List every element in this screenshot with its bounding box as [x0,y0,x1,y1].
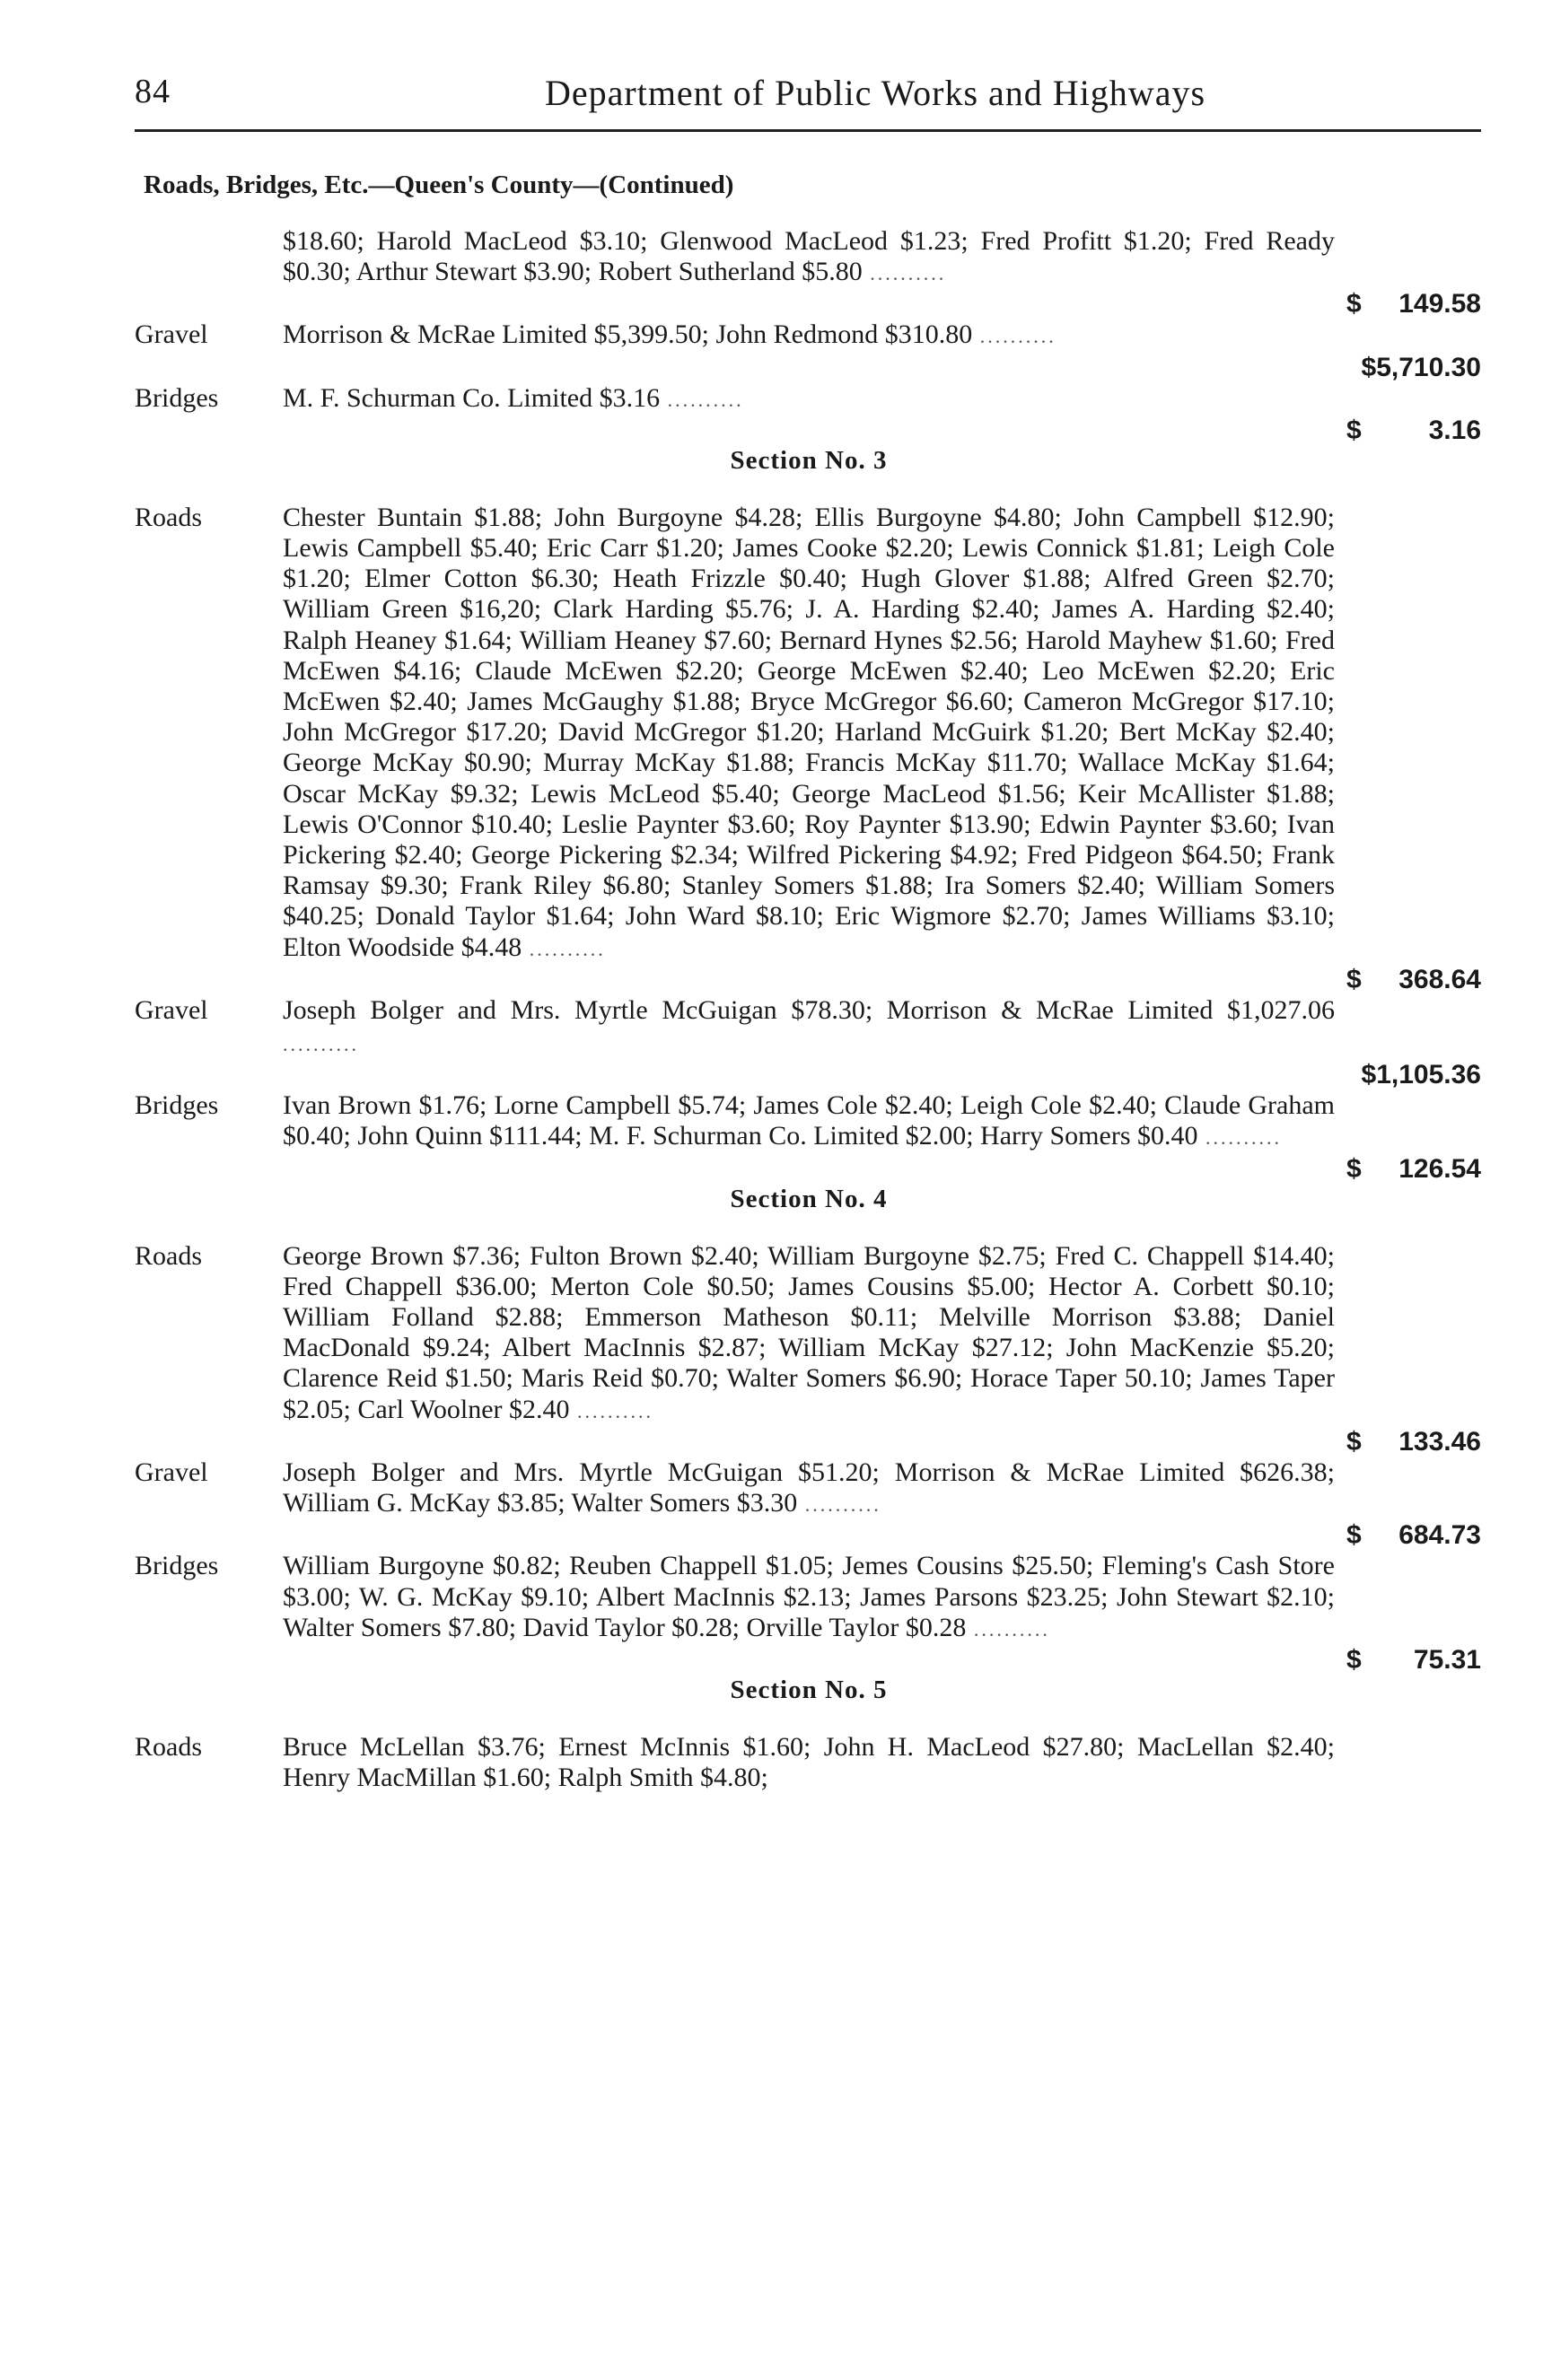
ledger-entry [135,1551,1481,1675]
entry-category: Roads [135,1731,202,1762]
entry-text: Chester Buntain $1.88; John Burgoyne $4.28; Ellis Burgoyne $4.80; John Campbell $12.90; Lewis Campbell $5.40; Eric Carr $1.20; James Cooke $2.20; Lewis Connick $1.81; Leigh Cole $1.20; Elmer Cotton $6.30; Heath Frizzle $0.40; Hugh Glover $1.88; Alfred Green $2.70; William Green $16,20; Clark Harding $5.76; J. A. Harding $2.40; James A. Harding $2.40; Ralph Heaney $1.64; William Heaney $7.60; Bernard Hynes $2.56; Harold Mayhew $1.60; Fred McEwen $4.16; Claude McEwen $2.20; George McEwen $2.40; Leo McEwen $2.20; Eric McEwen $2.40; James McGaughy $1.88; Bryce McGregor $6.60; Cameron McGregor $17.10; John McGregor $17.20; David McGregor $1.20; Harland McGuirk $1.20; Bert McKay $2.40; George McKay $0.90; Murray McKay $1.88; Francis McKay $11.70; Wallace McKay $1.64; Oscar McKay $9.32; Lewis McLeod $5.40; George MacLeod $1.56; Keir McAllister $1.88; Lewis O'Connor $10.40; Leslie Paynter $3.60; Roy Paynter $13.90; Edwin Paynter $3.60; Ivan Pickering $2.40; George Pickering $2.34; Wilfred Pickering $4.92; Fred Pidgeon $64.50; Frank Ramsay $9.30; Frank Riley $6.80; Stanley Somers $1.88; Ira Somers $2.40; William Somers $40.25; Donald Taylor $1.64; John Ward $8.10; Eric Wigmore $2.70; James Williams $3.10; Elton Woodside $4.48 [283,502,1335,962]
currency-sign: $ [1346,289,1362,319]
entry-payees [283,1090,1335,1153]
entry-category: Bridges [135,382,219,413]
subsection-title: Section No. 5 [730,1675,888,1704]
ledger-entry [135,319,1481,382]
currency-sign: $ [1346,1426,1362,1457]
amount-value: 684.73 [1398,1520,1481,1551]
entry-text: Ivan Brown $1.76; Lorne Campbell $5.74; James Cole $2.40; Leigh Cole $2.40; Claude Graham $0.40; John Quinn $111.44; M. F. Schurman Co. Limited $2.00; Harry Somers $0.40 [283,1090,1335,1151]
entry-text: Joseph Bolger and Mrs. Myrtle McGuigan $51.20; Morrison & McRae Limited $626.38; William G. McKay $3.85; Walter Somers $3.30 [283,1457,1335,1518]
ledger-entry [135,226,1481,319]
entry-category: Roads [135,1240,202,1271]
page-number: 84 [135,73,171,110]
leader-dots: .......... [862,262,947,285]
entry-category: Bridges [135,1551,219,1581]
entry-payees [283,1457,1335,1520]
leader-dots: .......... [660,388,744,411]
entry-text: Joseph Bolger and Mrs. Myrtle McGuigan $78.30; Morrison & McRae Limited $1,027.06 [283,994,1335,1025]
entry-category: Roads [135,502,202,532]
leader-dots: .......... [972,325,1056,348]
currency-sign: $ [1346,964,1362,994]
leader-dots: .......... [1197,1126,1283,1150]
amount-value: 368.64 [1398,964,1481,994]
entry-payees [283,1241,1335,1427]
entry-category: Gravel [135,994,208,1025]
leader-dots: .......... [966,1617,1050,1641]
entry-category: Gravel [135,319,208,350]
amount-value: 126.54 [1398,1153,1481,1184]
ledger-entry [135,1240,1481,1457]
entry-category: Bridges [135,1090,219,1121]
amount-value: $5,710.30 [1361,352,1481,382]
amount-value: $1,105.36 [1361,1060,1481,1090]
currency-sign: $ [1346,1153,1362,1184]
entry-payees [283,1732,1335,1793]
leader-dots: .......... [283,1033,359,1056]
entry-text: Bruce McLellan $3.76; Ernest McInnis $1.60; John H. MacLeod $27.80; MacLellan $2.40; Henry MacMillan $1.60; Ralph Smith $4.80; [283,1731,1335,1793]
amount-value: 75.31 [1413,1644,1481,1675]
header-rule [135,129,1481,132]
currency-sign: $ [1346,1644,1362,1675]
page-header [135,72,1481,126]
amount-value: 133.46 [1398,1426,1481,1457]
ledger-entry [135,502,1481,994]
subsection-title: Section No. 3 [730,445,888,475]
entry-payees [283,319,1335,352]
entry-payees [283,383,1335,416]
section-heading: Roads, Bridges, Etc.—Queen's County—(Continued) [144,171,734,199]
ledger-entry [135,1090,1481,1184]
leader-dots: .......... [522,937,606,960]
amount-value: 149.58 [1398,289,1481,319]
entry-text: M. F. Schurman Co. Limited $3.16 [283,382,661,413]
entry-category: Gravel [135,1457,208,1487]
running-title: Department of Public Works and Highways [544,73,1206,113]
ledger-entries [135,226,1481,1824]
entry-text: $18.60; Harold MacLeod $3.10; Glenwood MacLeod $1.23; Fred Profitt $1.20; Fred Ready $0.30; Arthur Stewart $3.90; Robert Sutherland $5.80 [283,226,1335,287]
leader-dots: .......... [569,1399,653,1422]
subsection-title: Section No. 4 [730,1184,888,1213]
ledger-entry [135,382,1481,445]
ledger-entry [135,1732,1481,1793]
entry-text: George Brown $7.36; Fulton Brown $2.40; William Burgoyne $2.75; Fred C. Chappell $14.40; Fred Chappell $36.00; Merton Cole $0.50; James Cousins $5.00; Hector A. Corbett $0.10; William Folland $2.88; Emmerson Matheson $0.11; Melville Morrison $3.88; Daniel MacDonald $9.24; Albert MacInnis $2.87; William McKay $27.12; John MacKenzie $5.20; Clarence Reid $1.50; Maris Reid $0.70; Walter Somers $6.90; Horace Taper 50.10; James Taper $2.05; Carl Woolner $2.40 [283,1240,1335,1424]
amount-value: 3.16 [1428,415,1481,445]
entry-text: William Burgoyne $0.82; Reuben Chappell $1.05; Jemes Cousins $25.50; Fleming's Cash Store $3.00; W. G. McKay $9.10; Albert MacInnis $2.13; James Parsons $23.25; John Stewart $2.10; Walter Somers $7.80; David Taylor $0.28; Orville Taylor $0.28 [283,1551,1335,1642]
entry-text: Morrison & McRae Limited $5,399.50; John Redmond $310.80 [283,319,973,350]
leader-dots: .......... [797,1493,881,1517]
ledger-entry [135,1457,1481,1551]
entry-payees [283,226,1335,289]
currency-sign: $ [1346,415,1362,445]
entry-payees [283,503,1335,965]
ledger-entry [135,994,1481,1090]
currency-sign: $ [1346,1520,1362,1551]
entry-payees [283,995,1335,1060]
entry-payees [283,1551,1335,1645]
